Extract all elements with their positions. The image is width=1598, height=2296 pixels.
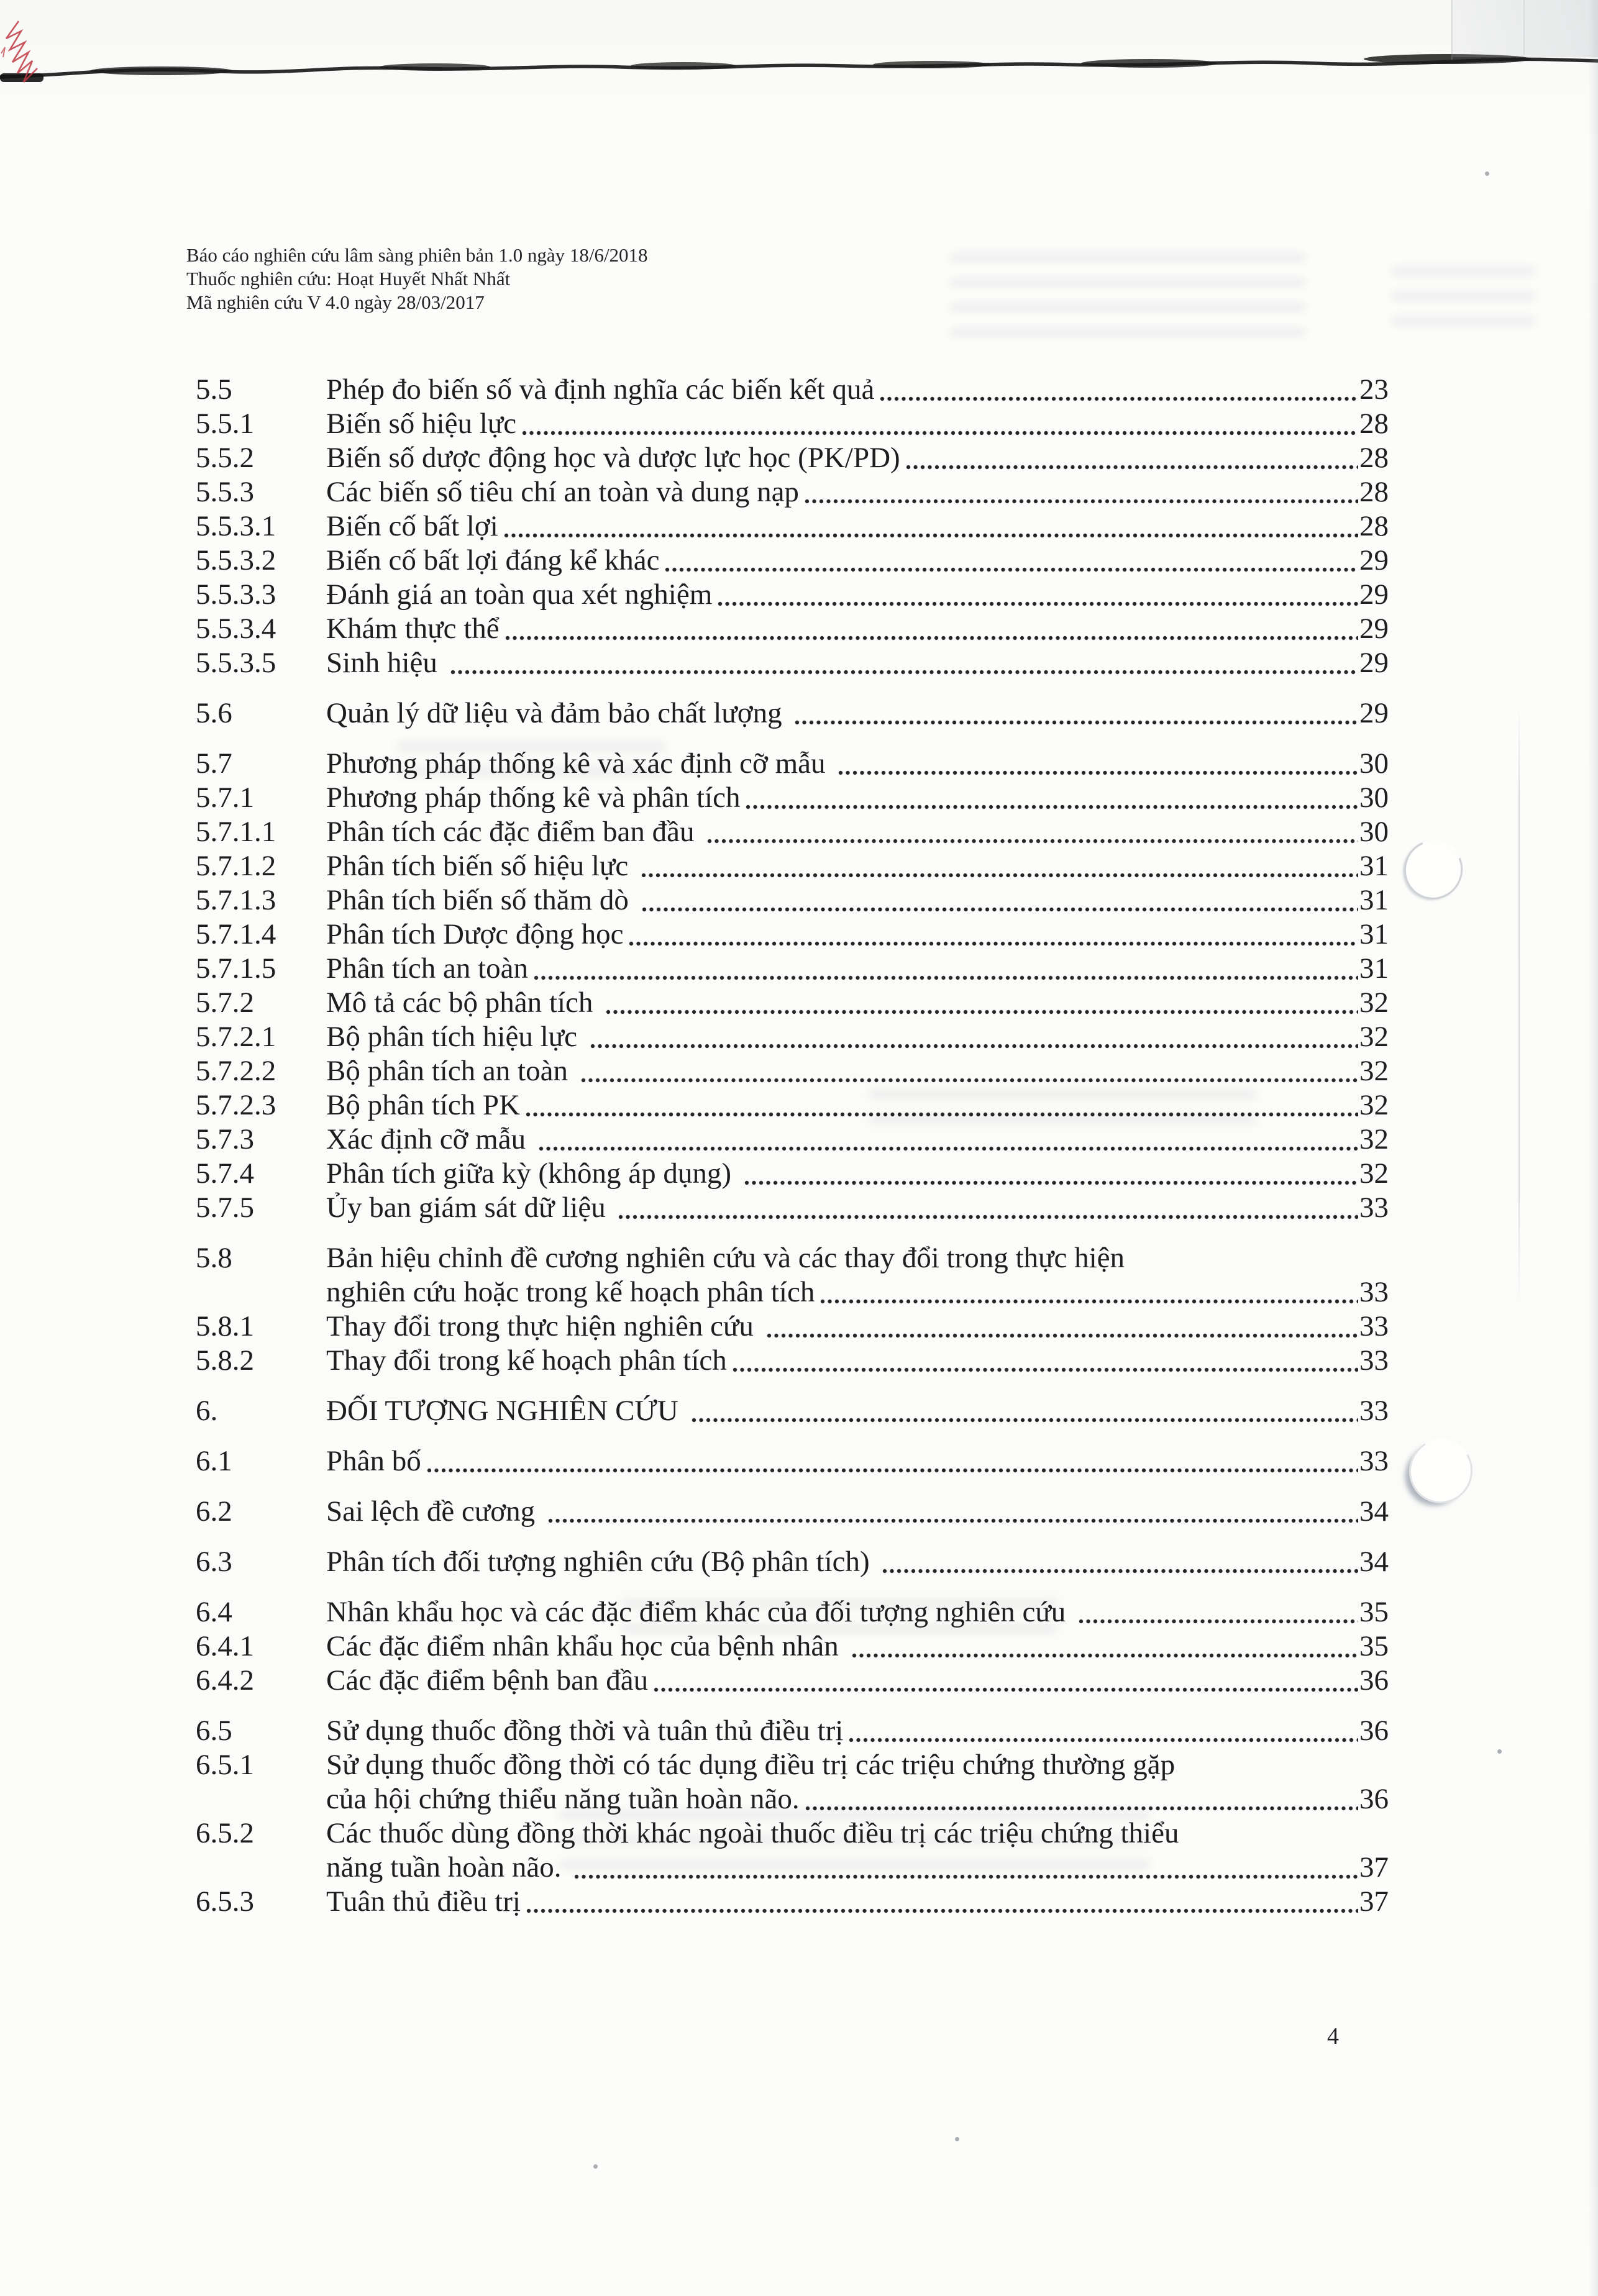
toc-entry-line bbox=[196, 1664, 1389, 1698]
toc-entry-number: 5.7.2.1 bbox=[196, 1021, 276, 1053]
toc-entry-title: Sai lệch đề cương bbox=[326, 1495, 542, 1528]
toc-entry bbox=[196, 1191, 1389, 1225]
toc-entry-number: 5.8.2 bbox=[196, 1344, 254, 1377]
toc-entry bbox=[196, 986, 1389, 1020]
dot-leader bbox=[717, 600, 1358, 608]
toc-entry bbox=[196, 815, 1389, 849]
toc-entry-title: Sử dụng thuốc đồng thời có tác dụng điều trị các triệu chứng thường gặp bbox=[326, 1749, 1176, 1781]
toc-entry-number: 5.7.1.2 bbox=[196, 850, 276, 882]
dot-leader bbox=[573, 1873, 1358, 1880]
scan-speck bbox=[955, 2137, 959, 2141]
toc-entry-page: 29 bbox=[1359, 697, 1389, 729]
toc-entry bbox=[196, 373, 1389, 407]
toc-entry-line bbox=[196, 849, 1389, 883]
scan-speck bbox=[1497, 1749, 1502, 1754]
toc-entry bbox=[196, 952, 1389, 986]
punch-hole-top bbox=[1395, 831, 1471, 908]
scan-edge-line bbox=[0, 48, 1598, 92]
toc-entry-line bbox=[196, 1495, 1389, 1529]
toc-entry-page: 32 bbox=[1359, 986, 1389, 1019]
dot-leader bbox=[605, 1008, 1358, 1016]
toc-entry-line bbox=[196, 815, 1389, 849]
toc-entry-title: Bản hiệu chỉnh đề cương nghiên cứu và các thay đổi trong thực hiện bbox=[326, 1242, 1125, 1274]
dot-leader bbox=[664, 566, 1358, 573]
toc-entry-title: Các đặc điểm nhân khẩu học của bệnh nhân bbox=[326, 1630, 846, 1662]
toc-entry-title: Phương pháp thống kê và phân tích bbox=[326, 781, 741, 814]
toc-entry bbox=[196, 1054, 1389, 1088]
dot-leader bbox=[538, 1145, 1358, 1152]
toc-entry-line bbox=[196, 1714, 1389, 1748]
toc-entry-number: 6.5.1 bbox=[196, 1749, 254, 1781]
dot-leader bbox=[641, 906, 1358, 913]
toc-entry-line bbox=[196, 1020, 1389, 1054]
toc-entry bbox=[196, 475, 1389, 509]
toc-entry-page: 23 bbox=[1359, 373, 1389, 406]
toc-entry bbox=[196, 1157, 1389, 1191]
toc-entry-number: 5.5.3.1 bbox=[196, 510, 276, 542]
dot-leader bbox=[732, 1366, 1358, 1374]
toc-entry-line bbox=[196, 578, 1389, 612]
toc-entry-title: Phân tích biến số hiệu lực bbox=[326, 850, 636, 882]
toc-entry-page: 30 bbox=[1359, 816, 1389, 848]
toc-entry-page: 28 bbox=[1359, 476, 1389, 508]
dot-leader bbox=[525, 1111, 1358, 1118]
page-right-edge-shadow bbox=[1588, 0, 1598, 2296]
toc-entry-title: Tuân thủ điều trị bbox=[326, 1885, 521, 1918]
toc-entry-page: 35 bbox=[1359, 1630, 1389, 1662]
toc-entry-title: Phương pháp thống kê và xác định cỡ mẫu bbox=[326, 747, 833, 780]
toc-entry-line bbox=[196, 1444, 1389, 1478]
toc-entry-line bbox=[196, 1629, 1389, 1664]
toc-entry-title: Bộ phân tích an toàn bbox=[326, 1055, 575, 1087]
toc-entry-page: 32 bbox=[1359, 1055, 1389, 1087]
toc-entry bbox=[196, 1123, 1389, 1157]
toc-entry-line bbox=[196, 781, 1389, 815]
toc-entry-number: 5.5.2 bbox=[196, 442, 254, 474]
toc-entry-line bbox=[196, 1088, 1389, 1123]
toc-entry-page: 36 bbox=[1359, 1664, 1389, 1697]
toc-entry-line bbox=[196, 441, 1389, 475]
dot-leader bbox=[691, 1416, 1358, 1424]
toc-entry-title: Phân tích các đặc điểm ban đầu bbox=[326, 816, 702, 848]
toc-entry-line bbox=[196, 1885, 1389, 1919]
toc-entry-title: Biến cố bất lợi bbox=[326, 510, 498, 542]
toc-entry bbox=[196, 918, 1389, 952]
toc-entry-page: 32 bbox=[1359, 1157, 1389, 1190]
toc-entry bbox=[196, 1748, 1389, 1816]
toc-entry-page: 34 bbox=[1359, 1546, 1389, 1578]
toc-entry-line bbox=[196, 1595, 1389, 1629]
toc-entry bbox=[196, 1088, 1389, 1123]
toc-entry-line bbox=[196, 1054, 1389, 1088]
toc-entry-line bbox=[196, 544, 1389, 578]
toc-entry-page: 35 bbox=[1359, 1596, 1389, 1628]
toc-entry-number: 5.7.2 bbox=[196, 986, 254, 1019]
toc-entry-title: Nhân khẩu học và các đặc điểm khác của đối tượng nghiên cứu bbox=[326, 1596, 1074, 1628]
toc-entry bbox=[196, 747, 1389, 781]
toc-entry-number: 5.5.3.3 bbox=[196, 578, 276, 611]
toc-entry-title: Thay đổi trong thực hiện nghiên cứu bbox=[326, 1310, 761, 1342]
dot-leader bbox=[766, 1332, 1358, 1339]
dot-leader bbox=[879, 395, 1358, 403]
dot-leader bbox=[618, 1213, 1358, 1221]
toc-entry-number: 5.7.4 bbox=[196, 1157, 254, 1190]
toc-entry-title: Ủy ban giám sát dữ liệu bbox=[326, 1191, 613, 1224]
bleed-through-smudge bbox=[1392, 267, 1535, 342]
dot-leader bbox=[848, 1736, 1358, 1744]
toc-entry bbox=[196, 612, 1389, 646]
toc-entry-title: Sử dụng thuốc đồng thời và tuân thủ điều trị bbox=[326, 1715, 844, 1747]
toc-entry-number: 5.7.1.4 bbox=[196, 918, 276, 950]
toc-entry bbox=[196, 441, 1389, 475]
toc-entry-page: 32 bbox=[1359, 1021, 1389, 1053]
toc-entry-line bbox=[196, 986, 1389, 1020]
document-header bbox=[186, 244, 648, 314]
toc-entry bbox=[196, 1664, 1389, 1698]
dot-leader bbox=[744, 1179, 1358, 1187]
dot-leader bbox=[905, 463, 1358, 471]
toc-entry bbox=[196, 883, 1389, 918]
toc-entry-title: Phân tích biến số thăm dò bbox=[326, 884, 636, 916]
dot-leader bbox=[641, 872, 1358, 879]
toc-entry-number: 6.5.2 bbox=[196, 1817, 254, 1849]
toc-entry-title: Các thuốc dùng đồng thời khác ngoài thuốc điều trị các triệu chứng thiểu bbox=[326, 1817, 1179, 1849]
toc-entry-number: 5.7.1.5 bbox=[196, 952, 276, 985]
punch-hole-bottom bbox=[1402, 1432, 1479, 1510]
toc-entry-line bbox=[196, 1782, 1389, 1816]
toc-entry bbox=[196, 1629, 1389, 1664]
toc-entry-line bbox=[196, 1310, 1389, 1344]
toc-entry-page: 37 bbox=[1359, 1851, 1389, 1884]
toc-entry-title: của hội chứng thiểu năng tuần hoàn não. bbox=[326, 1783, 800, 1815]
toc-entry-number: 6.4 bbox=[196, 1596, 232, 1628]
toc-entry-line bbox=[196, 646, 1389, 680]
toc-entry-title: nghiên cứu hoặc trong kế hoạch phân tích bbox=[326, 1276, 815, 1308]
toc-entry bbox=[196, 1595, 1389, 1629]
toc-entry-title: Bộ phân tích PK bbox=[326, 1089, 521, 1121]
toc-entry-page: 33 bbox=[1359, 1445, 1389, 1477]
toc-entry-title: Đánh giá an toàn qua xét nghiệm bbox=[326, 578, 713, 611]
dot-leader bbox=[628, 940, 1358, 947]
toc-entry-title: Quản lý dữ liệu và đảm bảo chất lượng bbox=[326, 697, 790, 729]
toc-entry-title: Biến số dược động học và dược lực học (PK/PD) bbox=[326, 442, 900, 474]
dot-leader bbox=[590, 1042, 1358, 1050]
dot-leader bbox=[820, 1298, 1358, 1305]
toc-entry-title: Phép đo biến số và định nghĩa các biến kết quả bbox=[326, 373, 875, 406]
toc-entry-page: 36 bbox=[1359, 1715, 1389, 1747]
toc-entry-page: 28 bbox=[1359, 442, 1389, 474]
toc-entry-number: 5.6 bbox=[196, 697, 232, 729]
red-pen-scribble bbox=[0, 16, 56, 97]
toc-entry-page: 32 bbox=[1359, 1089, 1389, 1121]
toc-entry-line bbox=[196, 475, 1389, 509]
toc-entry-number: 6. bbox=[196, 1395, 218, 1427]
toc-entry bbox=[196, 1020, 1389, 1054]
dot-leader bbox=[653, 1686, 1358, 1693]
dot-leader bbox=[805, 1805, 1358, 1812]
toc-entry-page: 33 bbox=[1359, 1191, 1389, 1224]
toc-entry-page: 29 bbox=[1359, 578, 1389, 611]
toc-entry-title: Các biến số tiêu chí an toàn và dung nạp bbox=[326, 476, 799, 508]
toc-entry-number: 5.7.5 bbox=[196, 1191, 254, 1224]
toc-entry-number: 6.3 bbox=[196, 1546, 232, 1578]
toc-entry-line bbox=[196, 747, 1389, 781]
dot-leader bbox=[794, 719, 1358, 726]
dot-leader bbox=[851, 1652, 1358, 1659]
toc-entry-page: 33 bbox=[1359, 1276, 1389, 1308]
toc-entry-number: 5.7.1 bbox=[196, 781, 254, 814]
toc-entry bbox=[196, 1310, 1389, 1344]
toc-entry-page: 31 bbox=[1359, 850, 1389, 882]
toc-entry bbox=[196, 1444, 1389, 1478]
toc-entry-title: Các đặc điểm bệnh ban đầu bbox=[326, 1664, 649, 1697]
toc-entry-line bbox=[196, 1394, 1389, 1428]
dot-leader bbox=[533, 974, 1358, 982]
toc-entry-line bbox=[196, 1123, 1389, 1157]
header-line-report-title: Báo cáo nghiên cứu lâm sàng phiên bản 1.0 ngày 18/6/2018 bbox=[186, 244, 648, 266]
dot-leader bbox=[526, 1907, 1358, 1915]
toc-entry-title: Biến cố bất lợi đáng kể khác bbox=[326, 544, 660, 576]
toc-entry-page: 31 bbox=[1359, 952, 1389, 985]
toc-entry-title: Phân tích giữa kỳ (không áp dụng) bbox=[326, 1157, 739, 1190]
toc-entry bbox=[196, 1241, 1389, 1310]
toc-entry-number: 5.7.3 bbox=[196, 1123, 254, 1155]
toc-entry-line bbox=[196, 373, 1389, 407]
toc-entry-line bbox=[196, 1545, 1389, 1579]
toc-entry-number: 5.7 bbox=[196, 747, 232, 780]
page-number: 4 bbox=[1327, 2023, 1339, 2049]
toc-entry-title: Thay đổi trong kế hoạch phân tích bbox=[326, 1344, 727, 1377]
toc-entry bbox=[196, 544, 1389, 578]
toc-entry bbox=[196, 1816, 1389, 1885]
toc-entry-number: 5.5.3.5 bbox=[196, 647, 276, 679]
toc-entry-page: 36 bbox=[1359, 1783, 1389, 1815]
dot-leader bbox=[882, 1567, 1358, 1575]
toc-entry-line bbox=[196, 1157, 1389, 1191]
toc-entry-number: 5.7.1.1 bbox=[196, 816, 276, 848]
toc-entry bbox=[196, 1545, 1389, 1579]
dot-leader bbox=[450, 668, 1358, 676]
toc-entry-number: 6.2 bbox=[196, 1495, 232, 1528]
toc-entry-number: 6.5.3 bbox=[196, 1885, 254, 1918]
toc-entry-page: 31 bbox=[1359, 884, 1389, 916]
dot-leader bbox=[547, 1517, 1358, 1524]
toc-entry-line bbox=[196, 1816, 1389, 1851]
toc-entry-number: 5.7.2.3 bbox=[196, 1089, 276, 1121]
toc-entry bbox=[196, 849, 1389, 883]
toc-entry bbox=[196, 578, 1389, 612]
toc-entry-title: Phân bố bbox=[326, 1445, 421, 1477]
toc-entry-line bbox=[196, 696, 1389, 731]
toc-entry-page: 30 bbox=[1359, 781, 1389, 814]
toc-entry bbox=[196, 1344, 1389, 1378]
toc-entry-page: 28 bbox=[1359, 408, 1389, 440]
toc-entry-number: 6.4.2 bbox=[196, 1664, 254, 1697]
toc-entry-page: 33 bbox=[1359, 1344, 1389, 1377]
toc-entry-number: 5.8 bbox=[196, 1242, 232, 1274]
toc-entry-title: Phân tích an toàn bbox=[326, 952, 529, 985]
toc-entry-title: Sinh hiệu bbox=[326, 647, 445, 679]
underlying-page-edge bbox=[1518, 708, 1520, 1305]
toc-entry-number: 6.4.1 bbox=[196, 1630, 254, 1662]
toc-entry-page: 30 bbox=[1359, 747, 1389, 780]
toc-entry bbox=[196, 646, 1389, 680]
toc-entry-page: 29 bbox=[1359, 544, 1389, 576]
toc-entry-line bbox=[196, 509, 1389, 544]
toc-entry-line bbox=[196, 1748, 1389, 1782]
table-of-contents bbox=[196, 373, 1389, 1919]
toc-entry-line bbox=[196, 612, 1389, 646]
toc-entry-line bbox=[196, 1344, 1389, 1378]
toc-entry-number: 6.5 bbox=[196, 1715, 232, 1747]
scan-speck bbox=[1485, 171, 1489, 176]
toc-entry-title: Mô tả các bộ phân tích bbox=[326, 986, 601, 1019]
dot-leader bbox=[505, 634, 1358, 642]
toc-entry-page: 28 bbox=[1359, 510, 1389, 542]
toc-entry-title: Bộ phân tích hiệu lực bbox=[326, 1021, 585, 1053]
toc-entry-page: 29 bbox=[1359, 613, 1389, 645]
toc-entry-line bbox=[196, 1851, 1389, 1885]
toc-entry-line bbox=[196, 1241, 1389, 1275]
header-line-study-code: Mã nghiên cứu V 4.0 ngày 28/03/2017 bbox=[186, 291, 485, 313]
toc-entry bbox=[196, 1885, 1389, 1919]
toc-entry-title: Xác định cỡ mẫu bbox=[326, 1123, 533, 1155]
toc-entry-number: 5.7.2.2 bbox=[196, 1055, 276, 1087]
toc-entry-title: Phân tích đối tượng nghiên cứu (Bộ phân tích) bbox=[326, 1546, 877, 1578]
header-line-study-drug: Thuốc nghiên cứu: Hoạt Huyết Nhất Nhất bbox=[186, 268, 511, 289]
toc-entry-page: 31 bbox=[1359, 918, 1389, 950]
toc-entry-line bbox=[196, 952, 1389, 986]
toc-entry bbox=[196, 1714, 1389, 1748]
toc-entry-title: Phân tích Dược động học bbox=[326, 918, 624, 950]
toc-entry-number: 5.7.1.3 bbox=[196, 884, 276, 916]
toc-entry bbox=[196, 1394, 1389, 1428]
toc-entry-title: ĐỐI TƯỢNG NGHIÊN CỨU bbox=[326, 1395, 686, 1427]
bleed-through-smudge bbox=[951, 253, 1305, 347]
dot-leader bbox=[745, 803, 1358, 811]
scan-speck bbox=[593, 2164, 598, 2169]
toc-entry-number: 5.8.1 bbox=[196, 1310, 254, 1342]
toc-entry bbox=[196, 781, 1389, 815]
toc-entry-number: 5.5.1 bbox=[196, 408, 254, 440]
toc-entry-line bbox=[196, 918, 1389, 952]
toc-entry-number: 5.5.3 bbox=[196, 476, 254, 508]
toc-entry bbox=[196, 696, 1389, 731]
toc-entry-line bbox=[196, 407, 1389, 441]
dot-leader bbox=[804, 498, 1358, 505]
toc-entry-number: 5.5 bbox=[196, 373, 232, 406]
toc-entry-title: Khám thực thể bbox=[326, 613, 500, 645]
toc-entry-number: 6.1 bbox=[196, 1445, 232, 1477]
toc-entry-number: 5.5.3.4 bbox=[196, 613, 276, 645]
toc-entry bbox=[196, 1495, 1389, 1529]
toc-entry-title: năng tuần hoàn não. bbox=[326, 1851, 569, 1884]
toc-entry-page: 37 bbox=[1359, 1885, 1389, 1918]
toc-entry-line bbox=[196, 1191, 1389, 1225]
corner-shadow bbox=[1453, 0, 1598, 57]
toc-entry bbox=[196, 509, 1389, 544]
dot-leader bbox=[1078, 1618, 1358, 1625]
toc-entry-line bbox=[196, 1275, 1389, 1310]
toc-entry-page: 33 bbox=[1359, 1310, 1389, 1342]
dot-leader bbox=[426, 1467, 1358, 1474]
dot-leader bbox=[580, 1077, 1358, 1084]
toc-entry bbox=[196, 407, 1389, 441]
toc-entry-title: Biến số hiệu lực bbox=[326, 408, 517, 440]
dot-leader bbox=[706, 837, 1358, 845]
toc-entry-page: 33 bbox=[1359, 1395, 1389, 1427]
toc-entry-page: 34 bbox=[1359, 1495, 1389, 1528]
dot-leader bbox=[521, 429, 1358, 437]
dot-leader bbox=[838, 769, 1358, 777]
toc-entry-number: 5.5.3.2 bbox=[196, 544, 276, 576]
toc-entry-line bbox=[196, 883, 1389, 918]
toc-entry-page: 29 bbox=[1359, 647, 1389, 679]
toc-entry-page: 32 bbox=[1359, 1123, 1389, 1155]
dot-leader bbox=[503, 532, 1358, 539]
